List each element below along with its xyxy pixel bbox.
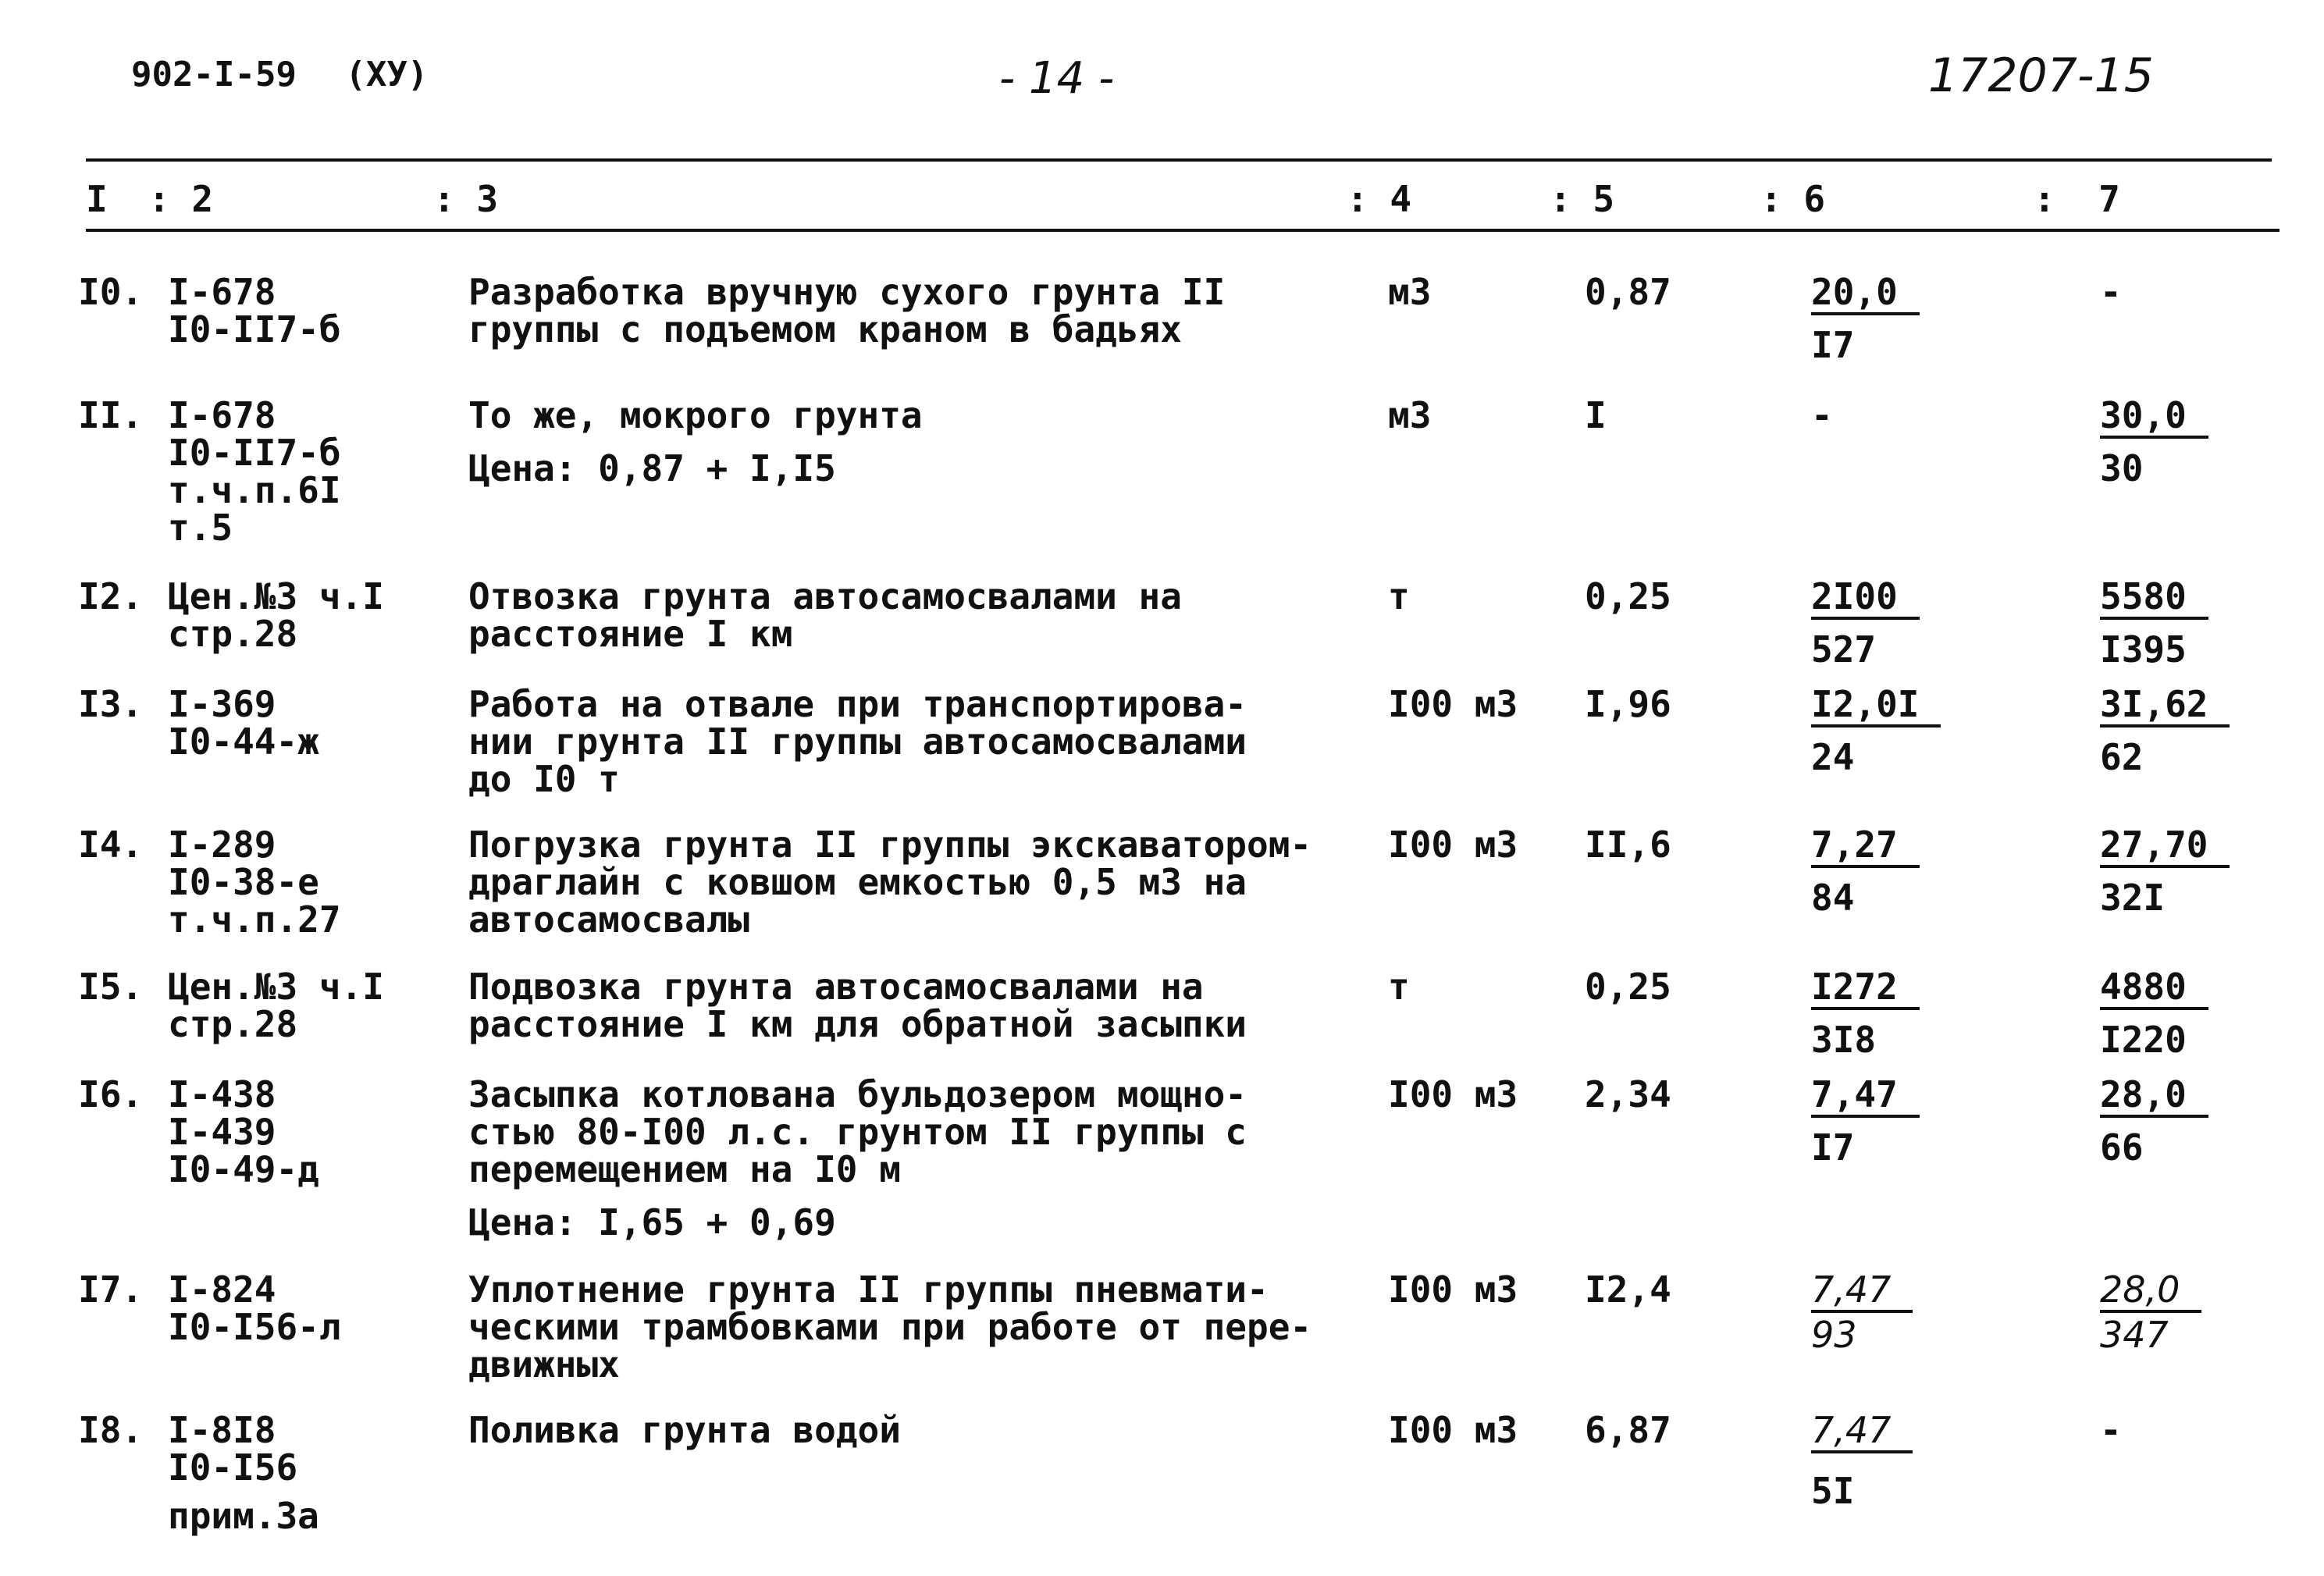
row-quantity: 0,25 [1585, 966, 1671, 1008]
row-codes: I-289 I0-38-е т.ч.п.27 [168, 824, 341, 941]
doc-code [131, 55, 428, 94]
row-quantity: I,96 [1585, 683, 1671, 725]
row-codes: Цен.№3 ч.I стр.28 [168, 966, 384, 1045]
row-number: I3. [78, 683, 144, 725]
row-col6: - [1811, 394, 1833, 436]
col-header-2: : 2 [148, 178, 214, 220]
row-codes: I-438 I-439 I0-49-д [168, 1073, 319, 1190]
row-number: I8. [78, 1409, 144, 1451]
row-col7: 30,0 30 [2100, 397, 2208, 487]
row-codes: I-824 I0-I56-л [168, 1268, 341, 1348]
col-header-4: : 4 [1347, 178, 1412, 220]
price-note: Цена: I,65 + 0,69 [468, 1201, 836, 1243]
row-col6: I2,0I 24 [1811, 685, 1941, 776]
row-codes: I-678 I0-II7-б [168, 271, 341, 350]
row-description: Работа на отвале при транспортирова- нии грунта II группы автосамосвалами до I0 т [468, 683, 1247, 800]
col-header-1: I [86, 178, 108, 220]
row-unit: I00 м3 [1388, 683, 1518, 725]
row-number: I6. [78, 1073, 144, 1115]
row-codes: Цен.№3 ч.I стр.28 [168, 575, 384, 655]
row-col7: 4880 I220 [2100, 968, 2208, 1058]
row-description: Отвозка грунта автосамосвалами на расстояние I км [468, 575, 1182, 655]
row-col7: 28,0 66 [2100, 1076, 2208, 1166]
row-unit: I00 м3 [1388, 1073, 1518, 1115]
row-quantity: I [1585, 394, 1607, 436]
row-col6: I272 3I8 [1811, 968, 1920, 1058]
row-description: Уплотнение грунта II группы пневмати- ческими трамбовками при работе от пере- движных [468, 1268, 1312, 1386]
page-number: - 14 - [999, 53, 1115, 104]
col-header-5: : 5 [1550, 178, 1615, 220]
row-number: I5. [78, 966, 144, 1008]
row-col7: 28,0 347 [2100, 1271, 2201, 1354]
col-header-3: : 3 [433, 178, 499, 220]
row-col6: 2I00 527 [1811, 578, 1920, 668]
row-unit: т [1388, 575, 1410, 617]
row-quantity: II,6 [1585, 824, 1671, 866]
row-number: I7. [78, 1268, 144, 1311]
row-col7: - [2100, 271, 2122, 313]
row-col6: 20,0 I7 [1811, 273, 1920, 364]
doc-code-number: 902-I-59 [131, 55, 297, 94]
row-codes: I-8I8 I0-I56 прим.3а [168, 1409, 319, 1537]
row-col7: 27,70 32I [2100, 826, 2230, 916]
row-description: Поливка грунта водой [468, 1409, 901, 1451]
row-col6: 7,47 5I [1811, 1411, 1913, 1510]
col-header-7: : 7 [2034, 178, 2120, 220]
row-description: Разработка вручную сухого грунта II группы с подъемом краном в бадьях [468, 271, 1226, 350]
row-unit: т [1388, 966, 1410, 1008]
row-description: То же, мокрого грунта Цена: 0,87 + I,I5 [468, 394, 923, 489]
row-unit: I00 м3 [1388, 1268, 1518, 1311]
row-number: I0. [78, 271, 144, 313]
row-col6: 7,27 84 [1811, 826, 1920, 916]
row-codes: I-369 I0-44-ж [168, 683, 319, 763]
row-codes: I-678 I0-II7-б т.ч.п.6I т.5 [168, 394, 341, 549]
top-rule [86, 158, 2272, 162]
row-description: Подвозка грунта автосамосвалами на расстояние I км для обратной засыпки [468, 966, 1247, 1045]
row-number: II. [78, 394, 144, 436]
row-unit: м3 [1388, 271, 1432, 313]
row-description: Засыпка котлована бульдозером мощно- стью 80-I00 л.с. грунтом II группы с перемещением на I0 м Цена: I,65 + 0,69 [468, 1073, 1247, 1243]
row-col6: 7,47 93 [1811, 1271, 1913, 1354]
row-description: Погрузка грунта II группы экскаватором- драглайн с ковшом емкостью 0,5 м3 на автосамосвалы [468, 824, 1312, 941]
price-note: Цена: 0,87 + I,I5 [468, 447, 836, 489]
row-unit: м3 [1388, 394, 1432, 436]
doc-code-part: (XУ) [345, 55, 429, 94]
row-quantity: 0,25 [1585, 575, 1671, 617]
sheet-code: 17207-15 [1928, 48, 2154, 103]
row-quantity: I2,4 [1585, 1268, 1671, 1311]
row-col7: - [2100, 1409, 2122, 1451]
row-number: I4. [78, 824, 144, 866]
row-quantity: 0,87 [1585, 271, 1671, 313]
header-rule [86, 229, 2280, 232]
row-col7: 3I,62 62 [2100, 685, 2230, 776]
row-unit: I00 м3 [1388, 1409, 1518, 1451]
row-col6: 7,47 I7 [1811, 1076, 1920, 1166]
row-quantity: 6,87 [1585, 1409, 1671, 1451]
row-number: I2. [78, 575, 144, 617]
row-unit: I00 м3 [1388, 824, 1518, 866]
col-header-6: : 6 [1760, 178, 1826, 220]
row-quantity: 2,34 [1585, 1073, 1671, 1115]
row-col7: 5580 I395 [2100, 578, 2208, 668]
